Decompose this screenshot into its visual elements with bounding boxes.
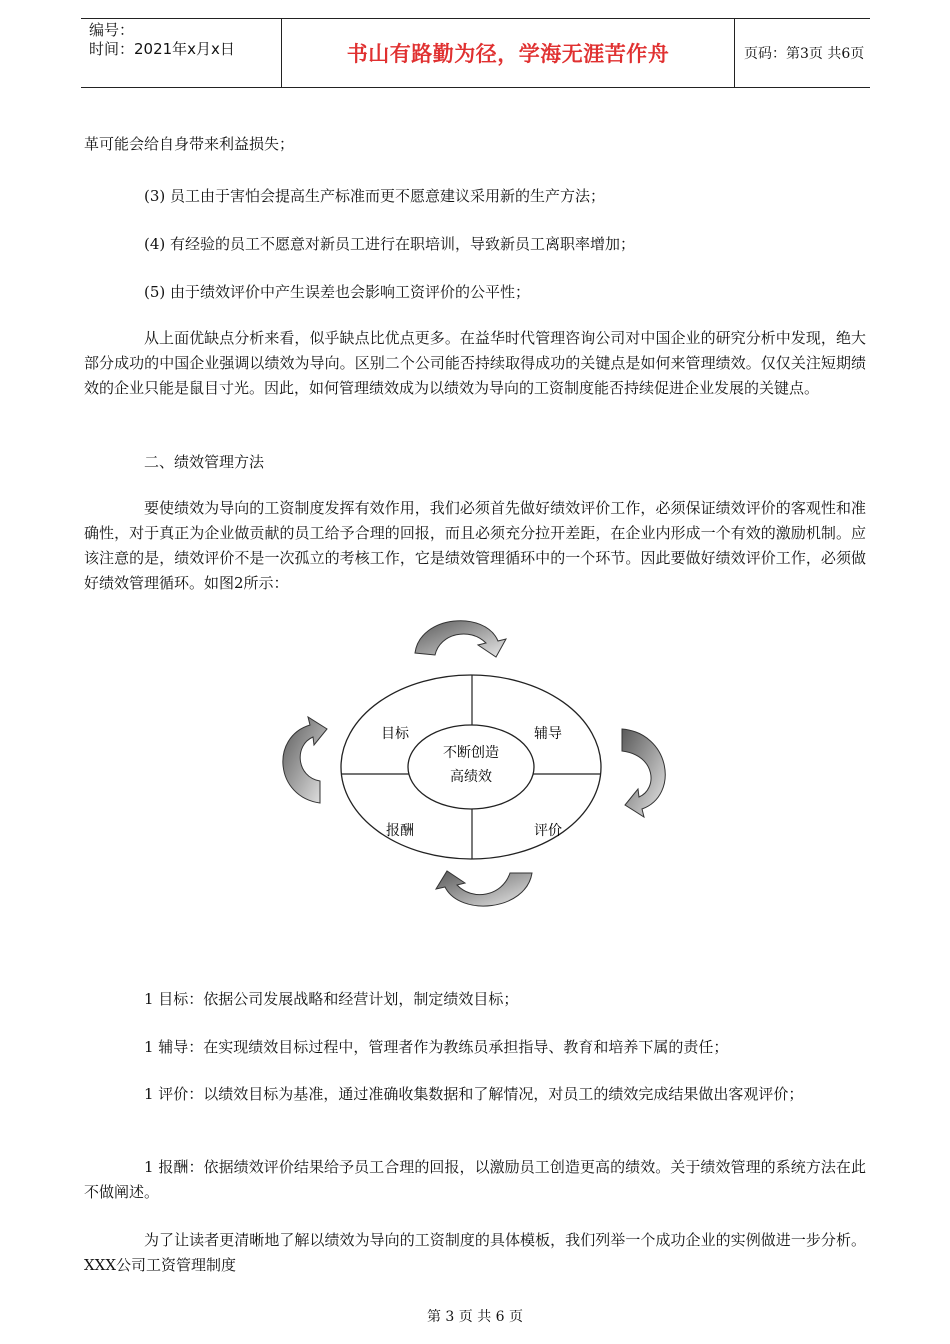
paragraph: 革可能会给自身带来利益损失； bbox=[84, 135, 295, 153]
page-header bbox=[81, 18, 870, 88]
paragraph: 要使绩效为导向的工资制度发挥有效作用，我们必须首先做好绩效评价工作，必须保证绩效评价的客观性和准确性，对于真正为企业做贡献的员工给予合理的回报，而且必须充分拉开差距，在企业内形成一个有效的激励机制。应该注意的是，绩效评价不是一次孤立的考核工作，它是绩效管理循环中的一个环节。因此要做好绩效评价工作，必须做好绩效管理循环。如图2所示： bbox=[84, 499, 866, 592]
curved-arrow-right-icon bbox=[622, 729, 665, 817]
section-heading: 二、绩效管理方法 bbox=[144, 453, 265, 471]
center-text-line2: 高绩效 bbox=[450, 769, 492, 785]
paragraph: (4) 有经验的员工不愿意对新员工进行在职培训，导致新员工离职率增加； bbox=[144, 235, 636, 253]
number-label: 编号： bbox=[89, 21, 135, 39]
paragraph: (3) 员工由于害怕会提高生产标准而更不愿意建议采用新的生产方法； bbox=[144, 187, 606, 205]
curved-arrow-bottom-icon bbox=[436, 871, 532, 906]
list-item: 1 报酬：依据绩效评价结果给予员工合理的回报，以激励员工创造更高的绩效。关于绩效管理的系统方法在此不做阐述。 bbox=[84, 1158, 866, 1201]
header-motto-cell bbox=[281, 19, 735, 87]
curved-arrow-top-icon bbox=[415, 621, 506, 657]
paragraph: (5) 由于绩效评价中产生误差也会影响工资评价的公平性； bbox=[144, 283, 531, 301]
list-item: 1 目标：依据公司发展战略和经营计划，制定绩效目标； bbox=[144, 990, 519, 1008]
quadrant-evaluation: 评价 bbox=[534, 823, 562, 839]
performance-cycle-diagram bbox=[270, 605, 690, 925]
quadrant-goal: 目标 bbox=[381, 726, 409, 742]
paragraph: 从上面优缺点分析来看，似乎缺点比优点更多。在益华时代管理咨询公司对中国企业的研究分析中发现，绝大部分成功的中国企业强调以绩效为导向。区别二个公司能否持续取得成功的关键点是如何来管理绩效。仅仅关注短期绩效的企业只能是鼠目寸光。因此，如何管理绩效成为以绩效为导向的工资制度能否持续促进企业发展的关键点。 bbox=[84, 329, 866, 397]
center-text-line1: 不断创造 bbox=[443, 745, 499, 761]
page-footer: 第 3 页 共 6 页 bbox=[426, 1309, 524, 1325]
list-item: 1 评价：以绩效目标为基准，通过准确收集数据和了解情况，对员工的绩效完成结果做出客观评价； bbox=[144, 1085, 804, 1103]
paragraph: 为了让读者更清晰地了解以绩效为导向的工资制度的具体模板，我们列举一个成功企业的实例做进一步分析。XXX公司工资管理制度 bbox=[84, 1231, 866, 1274]
curved-arrow-left-icon bbox=[283, 717, 327, 803]
header-meta bbox=[81, 19, 281, 87]
list-item: 1 辅导：在实现绩效目标过程中，管理者作为教练员承担指导、教育和培养下属的责任； bbox=[144, 1038, 729, 1056]
page-code: 页码：第3页 共6页 bbox=[744, 46, 865, 62]
time-label: 时间：2021年x月x日 bbox=[89, 40, 235, 58]
quadrant-reward: 报酬 bbox=[386, 823, 414, 839]
motto: 书山有路勤为径，学海无涯苦作舟 bbox=[346, 41, 670, 66]
quadrant-coaching: 辅导 bbox=[534, 726, 562, 742]
center-ellipse bbox=[408, 725, 534, 809]
